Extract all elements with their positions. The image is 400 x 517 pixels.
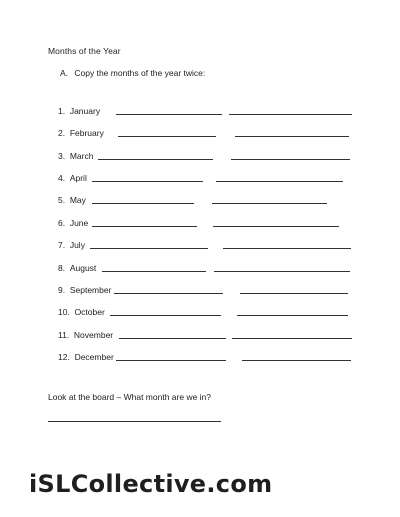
write-line-first[interactable] bbox=[110, 315, 221, 316]
answer-line[interactable] bbox=[48, 421, 221, 422]
month-label bbox=[58, 218, 88, 228]
write-line-second[interactable] bbox=[213, 226, 339, 227]
write-line-first[interactable] bbox=[116, 114, 222, 115]
month-row-9 bbox=[0, 285, 400, 299]
month-name: April bbox=[69, 173, 87, 183]
write-line-second[interactable] bbox=[216, 181, 343, 182]
write-line-first[interactable] bbox=[114, 293, 223, 294]
month-name: June bbox=[69, 218, 89, 228]
month-name: February bbox=[69, 128, 104, 138]
write-line-second[interactable] bbox=[214, 271, 350, 272]
month-number: 12. bbox=[58, 352, 70, 362]
month-row-1 bbox=[0, 106, 400, 120]
month-name: May bbox=[69, 195, 86, 205]
month-number: 4. bbox=[58, 173, 66, 183]
month-name: September bbox=[69, 285, 112, 295]
write-line-first[interactable] bbox=[90, 248, 208, 249]
month-number: 6. bbox=[58, 218, 66, 228]
board-question: Look at the board – What month are we in? bbox=[48, 392, 212, 402]
month-number: 3. bbox=[58, 151, 66, 161]
month-label bbox=[58, 195, 86, 205]
month-number: 9. bbox=[58, 285, 66, 295]
month-row-2 bbox=[0, 128, 400, 142]
write-line-second[interactable] bbox=[235, 136, 349, 137]
write-line-first[interactable] bbox=[102, 271, 206, 272]
month-label bbox=[58, 330, 113, 340]
month-row-12 bbox=[0, 352, 400, 366]
month-label bbox=[58, 307, 105, 317]
write-line-second[interactable] bbox=[232, 338, 352, 339]
instruction-text: Copy the months of the year twice: bbox=[74, 68, 206, 78]
month-label bbox=[58, 263, 96, 273]
write-line-first[interactable] bbox=[119, 338, 226, 339]
month-number: 11. bbox=[58, 330, 70, 340]
month-name: December bbox=[74, 352, 114, 362]
month-label bbox=[58, 285, 111, 295]
page-title: Months of the Year bbox=[48, 46, 121, 56]
month-label bbox=[58, 106, 100, 116]
write-line-first[interactable] bbox=[98, 159, 213, 160]
month-number: 8. bbox=[58, 263, 66, 273]
month-label bbox=[58, 352, 114, 362]
month-label bbox=[58, 173, 87, 183]
month-name: July bbox=[69, 240, 85, 250]
month-number: 7. bbox=[58, 240, 66, 250]
write-line-first[interactable] bbox=[92, 181, 203, 182]
write-line-first[interactable] bbox=[92, 203, 194, 204]
write-line-second[interactable] bbox=[229, 114, 352, 115]
month-label bbox=[58, 151, 93, 161]
month-row-8 bbox=[0, 263, 400, 277]
month-label bbox=[58, 128, 104, 138]
write-line-second[interactable] bbox=[231, 159, 350, 160]
write-line-second[interactable] bbox=[223, 248, 351, 249]
month-name: November bbox=[73, 330, 114, 340]
month-number: 1. bbox=[58, 106, 66, 116]
write-line-second[interactable] bbox=[212, 203, 327, 204]
month-name: March bbox=[69, 151, 94, 161]
write-line-first[interactable] bbox=[92, 226, 197, 227]
month-row-5 bbox=[0, 195, 400, 209]
write-line-second[interactable] bbox=[240, 293, 348, 294]
watermark-logo: iSLCollective.com bbox=[29, 470, 273, 498]
month-number: 5. bbox=[58, 195, 66, 205]
month-row-3 bbox=[0, 151, 400, 165]
write-line-first[interactable] bbox=[118, 136, 216, 137]
month-number: 2. bbox=[58, 128, 66, 138]
month-label bbox=[58, 240, 85, 250]
month-row-7 bbox=[0, 240, 400, 254]
month-row-6 bbox=[0, 218, 400, 232]
month-name: August bbox=[69, 263, 97, 273]
month-name: October bbox=[74, 307, 105, 317]
month-name: January bbox=[69, 106, 101, 116]
month-row-4 bbox=[0, 173, 400, 187]
month-number: 10. bbox=[58, 307, 70, 317]
write-line-first[interactable] bbox=[116, 360, 226, 361]
instruction-marker: A. bbox=[60, 68, 69, 78]
month-row-10 bbox=[0, 307, 400, 321]
write-line-second[interactable] bbox=[242, 360, 351, 361]
month-row-11 bbox=[0, 330, 400, 344]
write-line-second[interactable] bbox=[237, 315, 348, 316]
